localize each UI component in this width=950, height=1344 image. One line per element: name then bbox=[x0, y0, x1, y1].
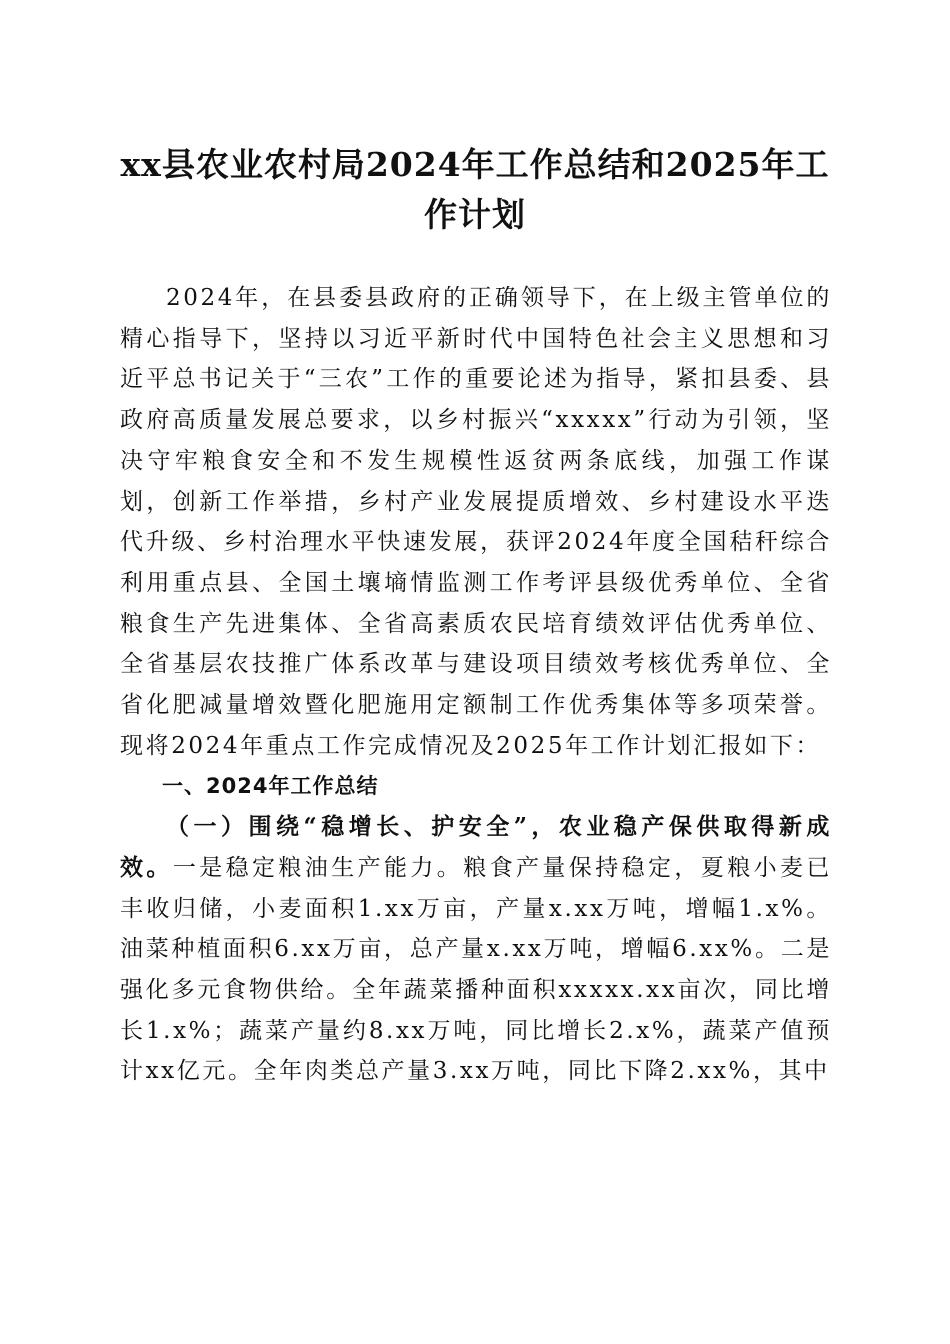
document-body bbox=[120, 278, 832, 1092]
document-title: xx县农业农村局2024年工作总结和2025年工作计划 bbox=[120, 145, 830, 234]
section-1-1-heading: （一）围绕“稳增长、护安全”，农业稳产保供取得新成效。 bbox=[120, 813, 832, 881]
section-heading-1: 一、2024年工作总结 bbox=[162, 774, 379, 799]
intro-paragraph: 2024年，在县委县政府的正确领导下，在上级主管单位的精心指导下，坚持以习近平新时代中国特色社会主义思想和习近平总书记关于“三农”工作的重要论述为指导，紧扣县委、县政府高质量发展总要求，以乡村振兴“xxxxx”行动为引领，坚决守牢粮食安全和不发生规模性返贫两条底线，加强工作谋划，创新工作举措，乡村产业发展提质增效、乡村建设水平迭代升级、乡村治理水平快速发展，获评2024年度全国秸秆综合利用重点县、全国土壤墒情监测工作考评县级优秀单位、全省粮食生产先进集体、全省高素质农民培育绩效评估优秀单位、全省基层农技推广体系改革与建设项目绩效考核优秀单位、全省化肥减量增效暨化肥施用定额制工作优秀集体等多项荣誉。现将2024年重点工作完成情况及2025年工作计划汇报如下： bbox=[120, 285, 832, 759]
section-1-1-paragraph bbox=[120, 807, 832, 1092]
section-1-1-text: 一是稳定粮油生产能力。粮食产量保持稳定，夏粮小麦已丰收归储，小麦面积1.xx万亩，产量x.xx万吨，增幅1.x%。油菜种植面积6.xx万亩，总产量x.xx万吨，增幅6.xx%。二是强化多元食物供给。全年蔬菜播种面积xxxxx.xx亩次，同比增长1.x%；蔬菜产量约8.xx万吨，同比增长2.x%，蔬菜产值预计xx亿元。全年肉类总产量3.xx万吨，同比下降2.xx%，其中 bbox=[120, 854, 833, 1085]
